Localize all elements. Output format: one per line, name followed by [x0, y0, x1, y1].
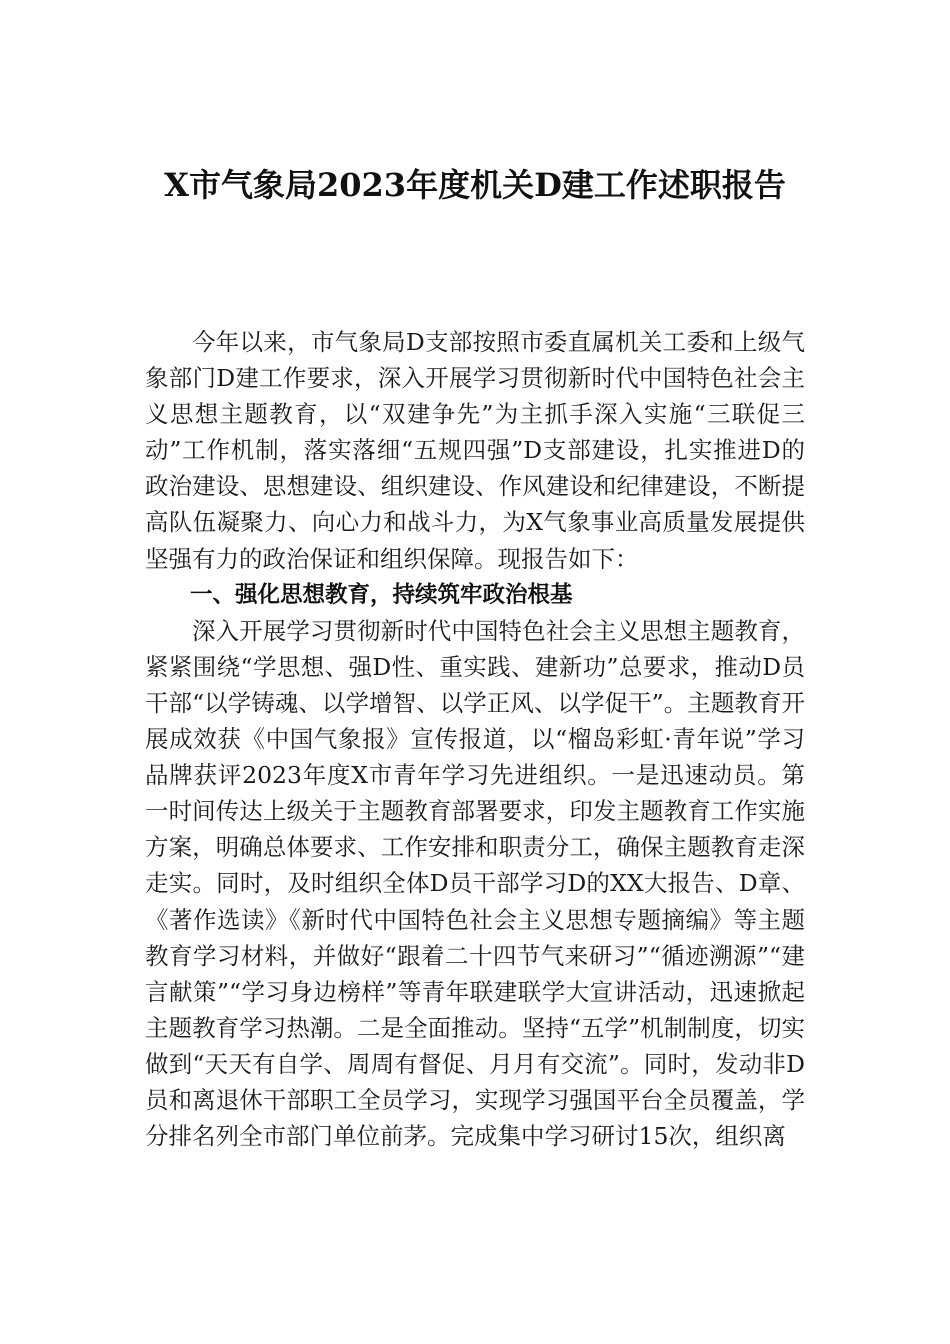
- section-heading: 一、强化思想教育，持续筑牢政治根基: [190, 581, 573, 608]
- section-paragraph: 深入开展学习贯彻新时代中国特色社会主义思想主题教育，紧紧围绕“学思想、强D性、重实践、建新功”总要求，推动D员干部“以学铸魂、以学增智、以学正风、以学促干”。主题教育开展成效获《中国气象报》宣传报道，以“榴岛彩虹·青年说”学习品牌获评2023年度X市青年学习先进组织。一是迅速动员。第一时间传达上级关于主题教育部署要求，印发主题教育工作实施方案，明确总体要求、工作安排和职责分工，确保主题教育走深走实。同时，及时组织全体D员干部学习D的XX大报告、D章、《著作选读》《新时代中国特色社会主义思想专题摘编》等主题教育学习材料，并做好“跟着二十四节气来研习”“循迹溯源”“建言献策”“学习身边榜样”等青年联建联学大宣讲活动，迅速掀起主题教育学习热潮。二是全面推动。坚持“五学”机制制度，切实做到“天天有自学、周周有督促、月月有交流”。同时，发动非D员和离退休干部职工全员学习，实现学习强国平台全员覆盖，学分排名列全市部门单位前茅。完成集中学习研讨15次，组织离: [145, 616, 805, 1151]
- document-body: [145, 324, 805, 1154]
- intro-paragraph: 今年以来，市气象局D支部按照市委直属机关工委和上级气象部门D建工作要求，深入开展学习贯彻新时代中国特色社会主义思想主题教育，以“双建争先”为主抓手深入实施“三联促三动”工作机制，落实落细“五规四强”D支部建设，扎实推进D的政治建设、思想建设、组织建设、作风建设和纪律建设，不断提高队伍凝聚力、向心力和战斗力，为X气象事业高质量发展提供坚强有力的政治保证和组织保障。现报告如下：: [145, 328, 805, 573]
- document-title: X市气象局2023年度机关D建工作述职报告: [164, 166, 786, 204]
